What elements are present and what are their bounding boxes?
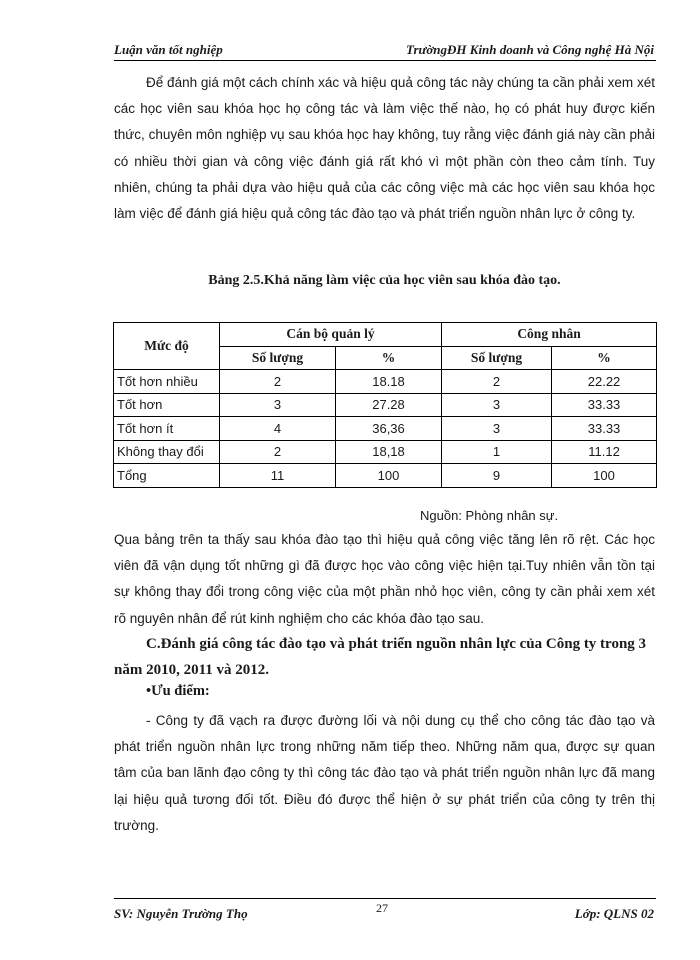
page-footer <box>114 898 656 923</box>
header-workers: Công nhân <box>442 323 657 347</box>
table-row-total <box>114 464 657 488</box>
row-wrk-pct: 11.12 <box>552 440 657 464</box>
footer-student-name: SV: Nguyễn Trường Thọ <box>114 906 248 921</box>
row-level: Tổng <box>114 464 220 488</box>
header-managers: Cán bộ quản lý <box>220 323 442 347</box>
row-mgr-qty: 2 <box>220 370 336 394</box>
advantages-heading: •Ưu điểm: <box>146 683 210 699</box>
table-row <box>114 370 657 394</box>
row-level: Tốt hơn nhiều <box>114 370 220 394</box>
row-mgr-qty: 3 <box>220 393 336 417</box>
row-wrk-pct: 33.33 <box>552 393 657 417</box>
row-wrk-pct: 22.22 <box>552 370 657 394</box>
row-wrk-qty: 1 <box>442 440 552 464</box>
row-mgr-qty: 4 <box>220 417 336 441</box>
row-mgr-pct: 18,18 <box>336 440 442 464</box>
table-row <box>114 417 657 441</box>
row-wrk-qty: 2 <box>442 370 552 394</box>
row-wrk-pct: 100 <box>552 464 657 488</box>
table-row <box>114 440 657 464</box>
row-mgr-pct: 18.18 <box>336 370 442 394</box>
table-source-note: Nguồn: Phòng nhân sự. <box>420 508 559 523</box>
intro-paragraph: Để đánh giá một cách chính xác và hiệu quả công tác này chúng ta cần phải xem xét các học viên sau khóa học họ công tác và làm việc thế nào, họ có phát huy được kiến thức, chuyên môn nghiệp vụ sau khóa học hay không, tuy rằng việc đánh giá này cần phải có nhiều thời gian và công việc đánh giá rất khó vì một phần còn theo cảm tính. Tuy nhiên, chúng ta phải dựa vào hiệu quả của các công việc mà các học viên sau khóa học làm việc để đánh giá hiệu quả công tác đào tạo và phát triển nguồn nhân lực ở công ty. <box>114 75 655 222</box>
subheader-wrk-quantity: Số lượng <box>442 346 552 370</box>
subheader-mgr-percent: % <box>336 346 442 370</box>
row-mgr-qty: 2 <box>220 440 336 464</box>
footer-class: Lớp: QLNS 02 <box>574 906 654 921</box>
page-number: 27 <box>376 901 388 915</box>
section-heading <box>114 631 655 683</box>
section-heading-text: C.Đánh giá công tác đào tạo và phát triển nguồn nhân lực của Công ty trong 3 năm 2010, 2011 và 2012. <box>114 636 647 678</box>
header-university-name: TrườngĐH Kinh doanh và Công nghệ Hà Nội <box>406 42 654 57</box>
row-level: Không thay đổi <box>114 440 220 464</box>
row-mgr-qty: 11 <box>220 464 336 488</box>
row-mgr-pct: 100 <box>336 464 442 488</box>
row-mgr-pct: 27.28 <box>336 393 442 417</box>
page-header <box>114 40 656 61</box>
row-wrk-qty: 3 <box>442 393 552 417</box>
table-row <box>114 393 657 417</box>
table-header-row <box>114 323 657 347</box>
capability-table <box>113 322 657 488</box>
row-mgr-pct: 36,36 <box>336 417 442 441</box>
row-level: Tốt hơn <box>114 393 220 417</box>
row-wrk-pct: 33.33 <box>552 417 657 441</box>
row-wrk-qty: 3 <box>442 417 552 441</box>
summary-paragraph: Qua bảng trên ta thấy sau khóa đào tạo thì hiệu quả công việc tăng lên rõ rệt. Các học viên đã vận dụng tốt những gì đã được học vào công việc hiện tại.Tuy nhiên vẫn tồn tại sự không thay đổi trong công việc của một phần nhỏ học viên, công ty cần phải xem xét rõ nguyên nhân để rút kinh nghiệm cho các khóa đào tạo sau. <box>114 532 655 626</box>
header-thesis-label: Luận văn tốt nghiệp <box>114 42 223 57</box>
advantages-paragraph: - Công ty đã vạch ra được đường lối và nội dung cụ thể cho công tác đào tạo và phát triển nguồn nhân lực trong những năm tiếp theo. Những năm qua, được sự quan tâm của ban lãnh đạo công ty thì công tác đào tạo và phát triển nguồn nhân lực đã mang lại hiệu quả tương đối tốt. Điều đó được thể hiện ở sự phát triển của công ty trên thị trường. <box>114 713 655 833</box>
header-level: Mức độ <box>114 323 220 370</box>
row-level: Tốt hơn ít <box>114 417 220 441</box>
table-caption: Bảng 2.5.Khả năng làm việc của học viên sau khóa đào tạo. <box>208 273 561 288</box>
row-wrk-qty: 9 <box>442 464 552 488</box>
subheader-wrk-percent: % <box>552 346 657 370</box>
subheader-mgr-quantity: Số lượng <box>220 346 336 370</box>
